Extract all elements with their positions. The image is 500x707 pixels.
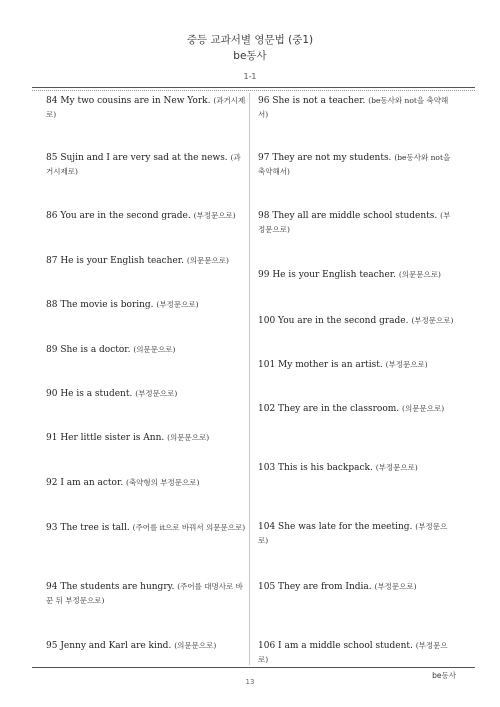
question-96: 96 She is not a teacher. (be동사와 not을 축약해서) bbox=[258, 96, 449, 119]
question-95: 95 Jenny and Karl are kind. (의문문으로) bbox=[46, 641, 217, 651]
worksheet-subtitle: be동사 bbox=[233, 50, 267, 62]
question-105: 105 They are from India. (부정문으로) bbox=[258, 582, 417, 592]
top-rule-dotted bbox=[32, 90, 475, 91]
question-99: 99 He is your English teacher. (의문문으로) bbox=[258, 270, 441, 280]
question-93: 93 The tree is tall. (주어를 it으로 바꿔서 의문문으로) bbox=[46, 523, 246, 533]
question-102: 102 They are in the classroom. (의문문으로) bbox=[258, 404, 445, 414]
bottom-rule bbox=[32, 667, 475, 668]
question-89: 89 She is a doctor. (의문문으로) bbox=[46, 345, 176, 355]
question-87: 87 He is your English teacher. (의문문으로) bbox=[46, 256, 229, 266]
top-rule bbox=[32, 87, 475, 88]
section-number: 1-1 bbox=[243, 72, 257, 81]
question-106: 106 I am a middle school student. (부정문으로) bbox=[258, 641, 448, 664]
question-100: 100 You are in the second grade. (부정문으로) bbox=[258, 316, 454, 326]
question-86: 86 You are in the second grade. (부정문으로) bbox=[46, 211, 236, 221]
question-98: 98 They all are middle school students. (부정문으로) bbox=[258, 211, 451, 234]
question-94: 94 The students are hungry. (주어를 대명사로 바꾼 뒤 부정문으로) bbox=[46, 582, 243, 605]
question-103: 103 This is his backpack. (부정문으로) bbox=[258, 463, 418, 473]
worksheet-title: 중등 교과서별 영문법 (중1) bbox=[186, 34, 314, 46]
question-101: 101 My mother is an artist. (부정문으로) bbox=[258, 360, 428, 370]
question-104: 104 She was late for the meeting. (부정문으로) bbox=[258, 522, 448, 545]
question-85: 85 Sujin and I are very sad at the news. (과거시제로) bbox=[46, 153, 241, 176]
question-92: 92 I am an actor. (축약형의 부정문으로) bbox=[46, 478, 200, 488]
question-84: 84 My two cousins are in New York. (과거시제로) bbox=[46, 96, 246, 119]
question-88: 88 The movie is boring. (부정문으로) bbox=[46, 300, 199, 310]
question-97: 97 They are not my students. (be동사와 not을 축약해서) bbox=[258, 153, 451, 176]
page-number: 13 bbox=[245, 678, 255, 686]
column-divider bbox=[249, 93, 250, 665]
question-90: 90 He is a student. (부정문으로) bbox=[46, 389, 178, 399]
question-91: 91 Her little sister is Ann. (의문문으로) bbox=[46, 433, 210, 443]
footer-label: be동사 bbox=[432, 671, 456, 680]
